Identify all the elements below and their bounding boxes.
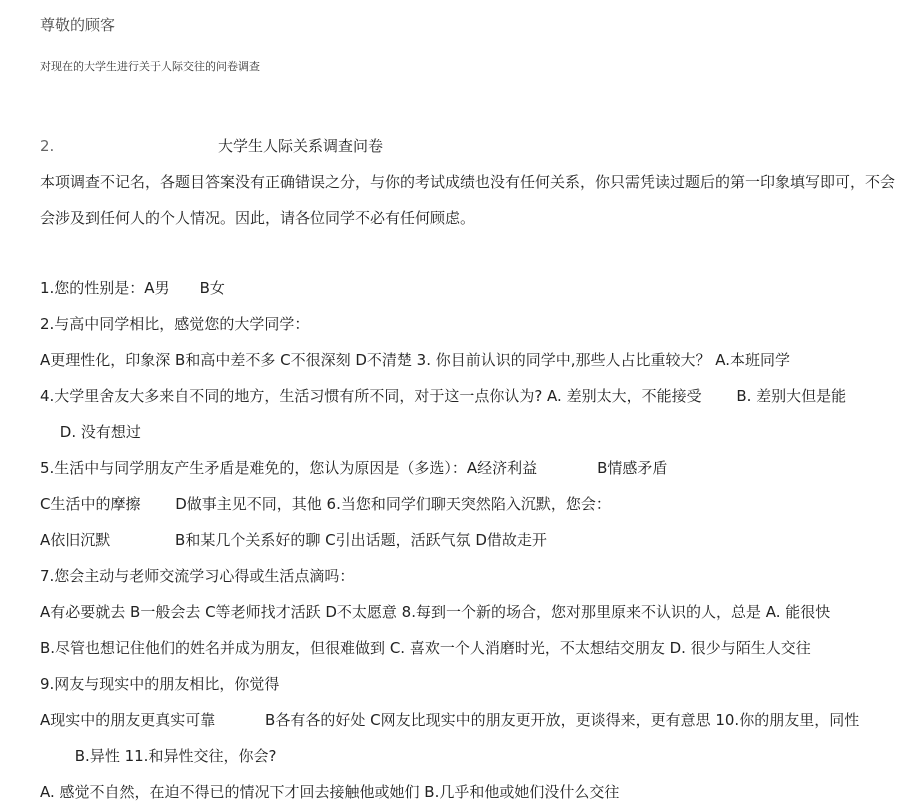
question-line: D. 没有想过: [40, 423, 141, 441]
question-line: A有必要就去 B一般会去 C等老师找才活跃 D不太愿意 8.每到一个新的场合，您对那里原来不认识的人，总是 A. 能很快: [40, 603, 831, 621]
question-line: A更理性化，印象深 B和高中差不多 C不很深刻 D不清楚 3. 你目前认识的同学中,那些人占比重较大？ A.本班同学: [40, 351, 791, 369]
question-line: C生活中的摩擦 D做事主见不同，其他 6.当您和同学们聊天突然陷入沉默，您会：: [40, 495, 611, 513]
intro-line: 本项调查不记名，各题目答案没有正确错误之分，与你的考试成绩也没有任何关系，你只需凭读过题后的第一印象填写即可，不会: [40, 173, 896, 191]
question-line: A依旧沉默 B和某几个关系好的聊 C引出话题，活跃气氛 D借故走开: [40, 531, 547, 549]
subtitle: 对现在的大学生进行关于人际交往的问卷调查: [40, 60, 260, 73]
question-line: A现实中的朋友更真实可靠 B各有各的好处 C网友比现实中的朋友更开放，更谈得来，更有意思 10.你的朋友里，同性: [40, 711, 860, 729]
greeting: 尊敬的顾客: [40, 16, 116, 34]
question-line: B.异性 11.和异性交往，你会?: [40, 747, 277, 765]
intro-line: 会涉及到任何人的个人情况。因此，请各位同学不必有任何顾虑。: [40, 209, 476, 227]
question-line: 1.您的性别是：A男 B女: [40, 279, 225, 297]
section-number: 2.: [40, 137, 55, 155]
question-line: 2.与高中同学相比，感觉您的大学同学：: [40, 315, 310, 333]
question-line: 9.网友与现实中的朋友相比，你觉得: [40, 675, 280, 693]
section-title: 大学生人际关系调查问卷: [218, 137, 384, 155]
question-line: 7.您会主动与老师交流学习心得或生活点滴吗：: [40, 567, 355, 585]
question-line: 5.生活中与同学朋友产生矛盾是难免的，您认为原因是（多选）：A经济利益 B情感矛盾: [40, 459, 668, 477]
question-line: 4.大学里舍友大多来自不同的地方，生活习惯有所不同，对于这一点你认为? A. 差别太大，不能接受 B. 差别大但是能: [40, 387, 847, 405]
question-line: B.尽管也想记住他们的姓名并成为朋友，但很难做到 C. 喜欢一个人消磨时光，不太想结交朋友 D. 很少与陌生人交往: [40, 639, 811, 657]
question-line: A. 感觉不自然，在迫不得已的情况下才回去接触他或她们 B.几乎和他或她们没什么交往: [40, 783, 620, 801]
